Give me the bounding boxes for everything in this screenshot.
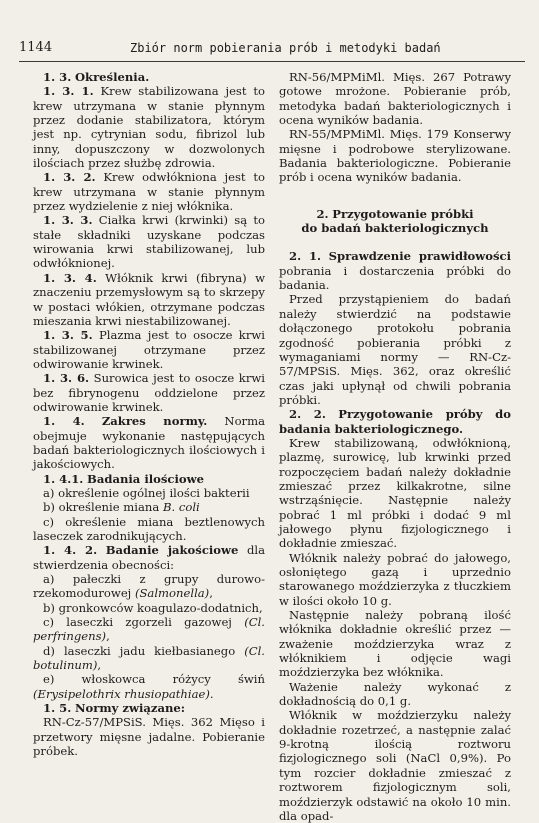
paragraph-1-3-5 (33, 328, 265, 371)
section-title-continued: do badań bakteriologicznych (301, 221, 489, 236)
paragraph-text: Następnie należy pobraną ilość włóknika dokładnie określić przez — zważenie moździerzyka wraz z włóknikiem i odjęcie wagi moździerzyka bez włóknika. (279, 608, 511, 680)
paragraph-text: Włóknik w moździerzyku należy dokładnie rozetrzeć, a następnie zalać 9-krotną ilością roztworu fizjologicznego soli (NaCl 0,9%). Po tym rozcier dokładnie zmieszać z roztworem fizjologicznym soli, moździerzyk odstawić na około 10 min. dla opad- (279, 708, 511, 823)
section-number: 1. 3. 6. (43, 371, 90, 386)
section-2-heading (279, 207, 511, 236)
section-number: 1. 3. 4. (43, 270, 97, 285)
section-number: 1. 3. 1. (43, 84, 94, 99)
paragraph-1-3-2 (33, 170, 265, 213)
section-number: 2. 2. (289, 407, 326, 422)
section-title: Określenia. (74, 70, 150, 84)
paragraph-2-2 (279, 407, 511, 436)
paragraph-text: Przed przystąpieniem do badań należy stwierdzić na podstawie dołączonego protokołu pobrania zgodność pobierania próbki z wymaganiami normy — RN-Cz-57/MPSiS. Mięs. 362, oraz określić czas jaki upłynął od chwili pobrania próbki. (279, 292, 511, 407)
paragraph-text: Krew stabilizowaną, odwłóknioną, plazmę, surowicę, lub krwinki przed rozpoczęciem badań należy dokładnie zmieszać przez kilkakrotne, silne wstrząśnięcie. Następnie należy pobrać 1 ml próbki i dodać 9 ml jałowego płynu fizjologicznego i dokładnie zmieszać. (279, 435, 511, 551)
section-number: 1. 3. 5. (43, 328, 93, 343)
paragraph-text: Surowica jest to osocze krwi bez fibrynogenu oddzielone przez odwirowanie krwinek. (33, 371, 265, 414)
section-number: 2. 1. (289, 249, 322, 264)
paragraph-text: dla stwierdzenia obecności: (33, 543, 265, 572)
paragraph-text: Włóknik należy pobrać do jałowego, osłoniętego gazą i uprzednio starowanego moździerzyka z tłuczkiem w ilości około 10 g. (279, 550, 511, 608)
list-item: d) laseczki jadu kiełbasianego (Cl. botulinum), (33, 643, 265, 673)
section-number: 1. 3. 3. (43, 213, 93, 228)
paragraph-text: RN-56/MPMiMl. Mięs. 267 Potrawy gotowe mrożone. Pobieranie prób, metodyka badań bakteriologicznych i ocena wyników badania. (279, 70, 511, 128)
paragraph-text: Plazma jest to osocze krwi stabilizowanej otrzymane przez odwirowanie krwinek. (33, 328, 266, 371)
list-item: a) pałeczki z grupy durowo-rzekomodurowej (Salmonella), (33, 572, 265, 601)
paragraph-text: pobrania i dostarczenia próbki do badania. (279, 263, 511, 293)
paragraph-text: Ważenie należy wykonać z dokładnością do 0,1 g. (279, 679, 511, 709)
paragraph-text: RN-Cz-57/MPSiS. Mięs. 362 Mięso i przetwory mięsne jadalne. Pobieranie próbek. (33, 715, 265, 759)
header-rule (19, 61, 525, 62)
section-number: 1. 4.1. (43, 471, 84, 486)
section-title: Przygotowanie próbki (332, 206, 474, 221)
paragraph-text: Krew odwłókniona jest to krew utrzymana w stanie płynnym przez wydzielenie z niej włóknika. (33, 170, 266, 214)
paragraph-text: Ciałka krwi (krwinki) są to stałe składniki uzyskane podczas wirowania krwi stabilizowanej, lub odwłóknionej. (33, 213, 266, 271)
paragraph-1-5 (33, 701, 265, 715)
paragraph-2-1 (279, 249, 511, 292)
paragraph-text: RN-55/MPMiMl. Mięs. 179 Konserwy mięsne i podrobowe sterylizowane. Badania bakteriologiczne. Pobieranie prób i ocena wyników badania. (279, 127, 511, 185)
paragraph-1-3-6 (33, 371, 265, 414)
paragraph-1-3-3 (33, 213, 265, 270)
paragraph-text: Włóknik krwi (fibryna) w znaczeniu przemysłowym są to skrzepy w postaci włókien, otrzymane podczas mieszania krwi niestabilizowanej. (33, 270, 265, 328)
running-title: Zbiór norm pobierania prób i metodyki badań (130, 41, 441, 55)
list-item: c) określenie miana beztlenowych laseczek zarodnikujących. (33, 514, 265, 543)
paragraph-1-3-4 (33, 271, 265, 328)
section-title: Badanie jakościowe (105, 543, 239, 558)
page-header (0, 0, 539, 55)
section-title: Zakres normy. (101, 414, 208, 429)
left-column (33, 70, 265, 759)
paragraph-1-4 (33, 414, 265, 471)
paragraph-1-4-2 (33, 543, 265, 572)
section-title: Normy związane: (74, 701, 186, 716)
paragraph-text: Norma obejmuje wykonanie następujących badań bakteriologicznych ilościowych i jakościowych. (33, 414, 265, 472)
list-item: e) włoskowca różycy świń (Erysipelothrix rhusiopathiae). (33, 672, 265, 701)
page-number: 1144 (19, 40, 53, 55)
paragraph-1-4-1 (33, 472, 265, 486)
list-item: b) określenie miana B. coli (43, 500, 200, 515)
paragraph-text: Krew stabilizowana jest to krew utrzymana w stanie płynnym przez dodanie stabilizatora, którym jest np. cytrynian sodu, fibrizol lub inny, dopuszczony w dozwolonych ilościach przez służbę zdrowia. (33, 84, 266, 171)
section-number: 1. 3. 2. (43, 170, 96, 185)
section-number: 1. 4. (43, 414, 85, 429)
section-title: Sprawdzenie prawidłowości (328, 249, 511, 264)
list-item: a) określenie ogólnej ilości bakterii (43, 485, 250, 500)
section-number: 1. 5. (43, 701, 72, 716)
section-title: Przygotowanie próby do badania bakteriologicznego. (279, 407, 512, 436)
paragraph-1-3-1 (33, 84, 265, 170)
section-1-3 (43, 70, 265, 84)
section-number: 1. 4. 2. (43, 543, 98, 558)
right-column (279, 70, 511, 823)
section-title: Badania ilościowe (87, 471, 204, 486)
list-item: b) gronkowców koagulazo-dodatnich, (43, 600, 263, 615)
list-item: c) laseczki zgorzeli gazowej (Cl. perfringens), (33, 615, 265, 644)
section-number: 2. (316, 206, 329, 221)
section-number: 1. 3. (43, 70, 72, 84)
